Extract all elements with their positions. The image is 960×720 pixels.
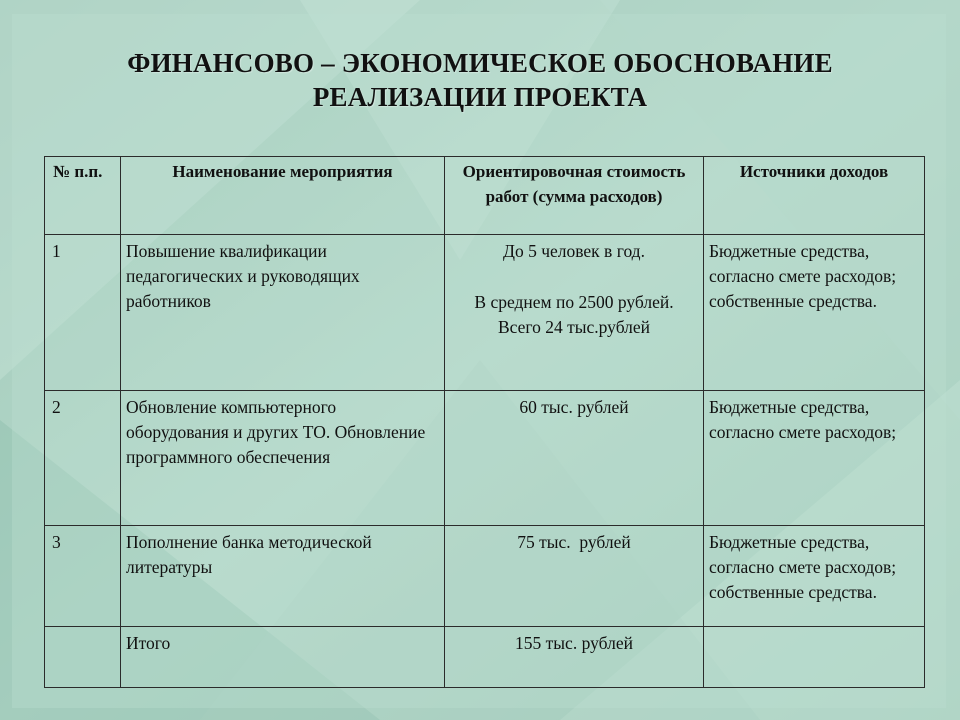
row-cost: 75 тыс. рублей [445,526,704,627]
row-cost [445,235,704,391]
row-cost: 155 тыс. рублей [445,627,704,688]
row-name: Повышение квалификации педагогических и руководящих работников [121,235,445,391]
table-header-row [45,157,925,235]
table-row [45,526,925,627]
row-name: Обновление компьютерного оборудования и других ТО. Обновление программного обеспечения [121,391,445,526]
header-num: № п.п. [45,157,121,235]
row-num [45,627,121,688]
cost-gap [450,264,698,290]
budget-table [44,156,925,688]
row-cost: 60 тыс. рублей [445,391,704,526]
table-row [45,235,925,391]
row-source: Бюджетные средства, согласно смете расходов; собственные средства. [704,526,925,627]
row-num: 1 [45,235,121,391]
row-name: Итого [121,627,445,688]
row-name: Пополнение банка методической литературы [121,526,445,627]
row-num: 2 [45,391,121,526]
cost-line: В среднем по 2500 рублей. [474,292,674,312]
header-name: Наименование мероприятия [121,157,445,235]
title-line-2: РЕАЛИЗАЦИИ ПРОЕКТА [312,82,648,112]
row-source: Бюджетные средства, согласно смете расходов; [704,391,925,526]
header-source: Источники доходов [704,157,925,235]
slide-title [40,46,920,114]
row-source: Бюджетные средства, согласно смете расходов; собственные средства. [704,235,925,391]
row-source [704,627,925,688]
cost-line: До 5 человек в год. [503,241,645,261]
table-total-row [45,627,925,688]
table-row [45,391,925,526]
title-line-1: ФИНАНСОВО – ЭКОНОМИЧЕСКОЕ ОБОСНОВАНИЕ [127,48,833,78]
header-cost: Ориентировочная стоимость работ (сумма расходов) [445,157,704,235]
row-num: 3 [45,526,121,627]
cost-line: Всего 24 тыс.рублей [497,317,651,337]
